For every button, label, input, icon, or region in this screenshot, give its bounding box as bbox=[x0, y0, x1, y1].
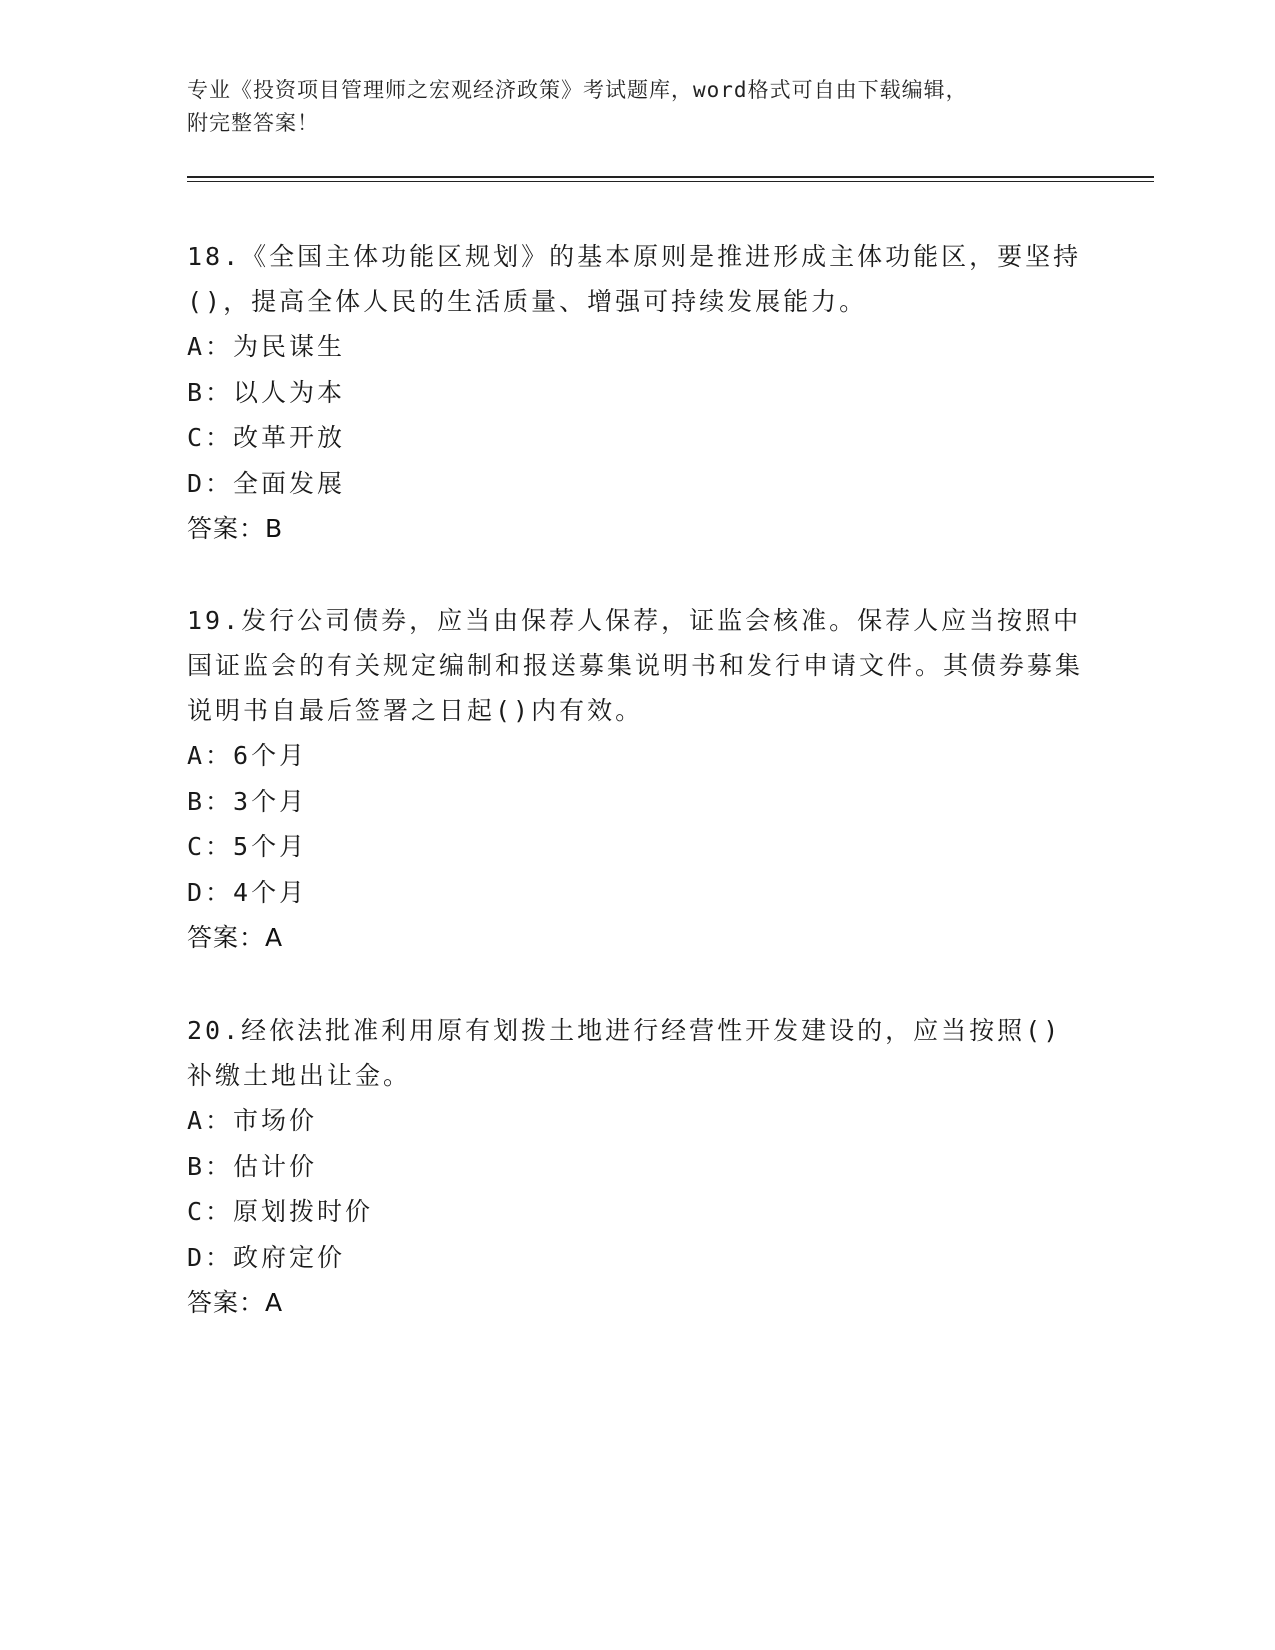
option-a: A：市场价 bbox=[187, 1106, 318, 1135]
option-d: D：政府定价 bbox=[187, 1242, 346, 1272]
option-c: C：5个月 bbox=[187, 832, 308, 861]
option-a: A：6个月 bbox=[187, 741, 308, 770]
answer-line: 答案：A bbox=[187, 1288, 284, 1317]
document-intro bbox=[187, 74, 1087, 140]
intro-line-1: 专业《投资项目管理师之宏观经济政策》考试题库，word格式可自由下载编辑， bbox=[187, 78, 968, 102]
answer-line: 答案：B bbox=[187, 514, 284, 543]
option-c: C：原划拨时价 bbox=[187, 1197, 374, 1226]
header-divider-thick bbox=[187, 176, 1154, 178]
question-stem: 18.《全国主体功能区规划》的基本原则是推进形成主体功能区，要坚持()，提高全体人民的生活质量、增强可持续发展能力。 bbox=[187, 242, 1082, 316]
question-20 bbox=[187, 1008, 1087, 1326]
option-c: C：改革开放 bbox=[187, 423, 346, 452]
intro-line-2: 附完整答案！ bbox=[187, 111, 319, 135]
answer-line: 答案：A bbox=[187, 923, 284, 952]
question-18 bbox=[187, 234, 1087, 552]
option-b: B：以人为本 bbox=[187, 377, 346, 407]
header-divider-thin bbox=[187, 181, 1154, 182]
question-19 bbox=[187, 598, 1087, 961]
option-b: B：估计价 bbox=[187, 1151, 318, 1181]
option-a: A：为民谋生 bbox=[187, 332, 346, 361]
question-stem: 19.发行公司债券，应当由保荐人保荐，证监会核准。保荐人应当按照中国证监会的有关规定编制和报送募集说明书和发行申请文件。其债券募集说明书自最后签署之日起()内有效。 bbox=[187, 606, 1084, 725]
option-b: B：3个月 bbox=[187, 786, 308, 816]
option-d: D：全面发展 bbox=[187, 468, 346, 498]
option-d: D：4个月 bbox=[187, 877, 308, 907]
question-stem: 20.经依法批准利用原有划拨土地进行经营性开发建设的，应当按照()补缴土地出让金。 bbox=[187, 1016, 1062, 1090]
